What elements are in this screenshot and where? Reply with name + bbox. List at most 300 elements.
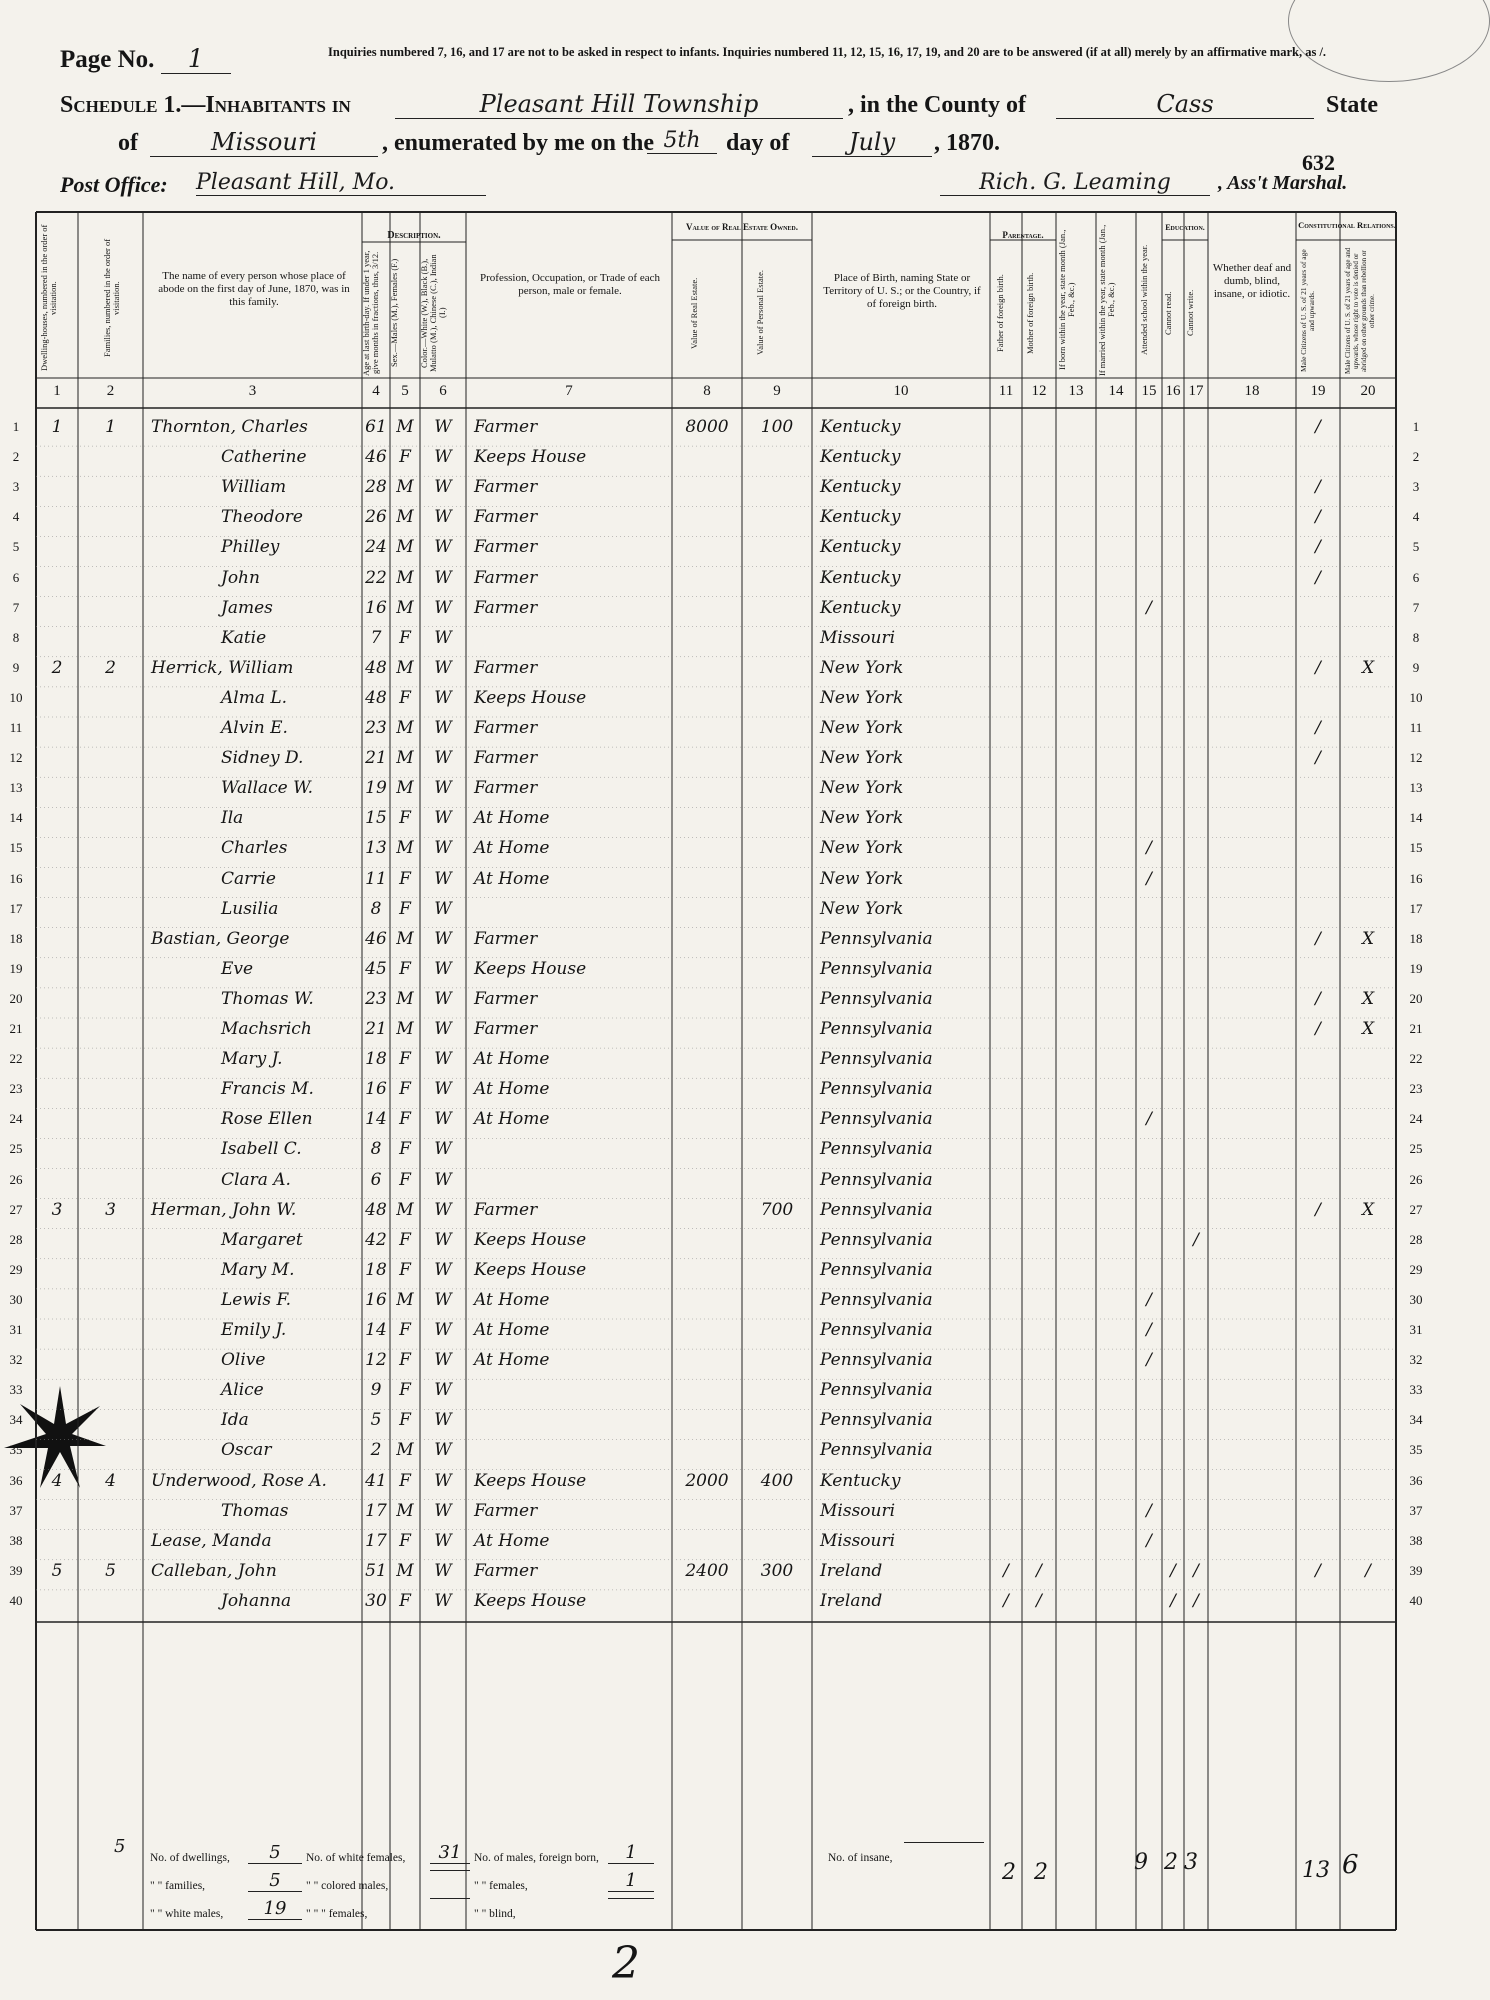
col1-header: Dwelling-houses, numbered in the order of visitation. bbox=[39, 224, 58, 372]
col13-header: If born within the year, state month (Jan., Feb., &c.) bbox=[1057, 229, 1076, 371]
color: W bbox=[434, 687, 452, 708]
females-foreign-label: " " females, bbox=[474, 1880, 528, 1892]
age: 9 bbox=[370, 1380, 382, 1401]
row-number-right: 28 bbox=[1409, 1231, 1423, 1247]
dwelling-number: 1 bbox=[51, 417, 63, 437]
row-number-left: 38 bbox=[9, 1532, 23, 1548]
birthplace: New York bbox=[820, 838, 904, 859]
age: 8 bbox=[370, 898, 382, 919]
age: 24 bbox=[365, 537, 387, 558]
row-number-right: 4 bbox=[1412, 509, 1420, 525]
color: W bbox=[434, 597, 452, 618]
birthplace: Pennsylvania bbox=[820, 958, 933, 979]
age: 14 bbox=[365, 1320, 387, 1340]
col17-header: Cannot write. bbox=[1185, 289, 1195, 337]
person-name: Olive bbox=[221, 1350, 266, 1371]
sex: F bbox=[399, 808, 411, 829]
citizen-mark: / bbox=[1315, 748, 1321, 769]
vote-denied-mark: X bbox=[1361, 1019, 1375, 1039]
color: W bbox=[434, 1560, 452, 1581]
column-number: 16 bbox=[1165, 383, 1181, 399]
post-office-label: Post Office: bbox=[60, 172, 168, 197]
age: 46 bbox=[365, 447, 387, 468]
col12-header: Mother of foreign birth. bbox=[1025, 272, 1035, 354]
color: W bbox=[434, 1169, 452, 1190]
color: W bbox=[434, 928, 452, 949]
enumerated-label: , enumerated by me on the bbox=[382, 130, 654, 156]
person-name: Sidney D. bbox=[221, 748, 304, 769]
color: W bbox=[434, 1139, 452, 1160]
school-mark: / bbox=[1146, 868, 1152, 889]
row-number-right: 9 bbox=[1412, 659, 1420, 675]
occupation: At Home bbox=[474, 1289, 550, 1310]
birthplace: Pennsylvania bbox=[820, 1019, 933, 1039]
row-number-left: 20 bbox=[9, 990, 23, 1006]
person-name: Lusilia bbox=[221, 898, 279, 919]
occupation: Farmer bbox=[474, 988, 538, 1009]
insane-label: No. of insane, bbox=[828, 1852, 893, 1864]
color: W bbox=[434, 627, 452, 648]
row-number-left: 14 bbox=[9, 810, 23, 826]
color: W bbox=[434, 1079, 452, 1100]
birthplace: Missouri bbox=[820, 627, 896, 648]
column-number: 19 bbox=[1310, 383, 1326, 399]
dwellings-label: No. of dwellings, bbox=[150, 1852, 230, 1864]
colored-males-label: " " colored males, bbox=[306, 1880, 389, 1892]
vote-denied-mark: X bbox=[1361, 928, 1375, 949]
row-number-left: 18 bbox=[9, 930, 23, 946]
person-name: Katie bbox=[221, 627, 267, 648]
birthplace: New York bbox=[820, 657, 904, 678]
row-number-right: 40 bbox=[1409, 1592, 1423, 1608]
school-mark: / bbox=[1146, 838, 1152, 859]
person-name: Charles bbox=[221, 838, 288, 859]
row-number-left: 23 bbox=[9, 1081, 23, 1097]
sex: F bbox=[399, 1109, 411, 1130]
county-label: , in the County of bbox=[848, 92, 1027, 118]
page-number: 1 bbox=[161, 44, 231, 74]
column-number: 7 bbox=[565, 383, 573, 399]
column-number: 9 bbox=[773, 383, 781, 399]
person-name: Thornton, Charles bbox=[151, 417, 308, 437]
row-number-right: 6 bbox=[1412, 569, 1420, 585]
person-name: Clara A. bbox=[221, 1169, 291, 1190]
color: W bbox=[434, 1289, 452, 1310]
color: W bbox=[434, 1410, 452, 1431]
birthplace: Kentucky bbox=[820, 1470, 901, 1491]
occupation: At Home bbox=[474, 1530, 550, 1551]
occupation: Farmer bbox=[474, 718, 538, 738]
total-col19: 13 bbox=[1302, 1858, 1330, 1883]
col16-header: Cannot read. bbox=[1163, 291, 1173, 335]
row-number-right: 13 bbox=[1409, 780, 1423, 796]
citizen-mark: / bbox=[1315, 1560, 1321, 1581]
white-males-label: " " white males, bbox=[150, 1908, 224, 1920]
sex: M bbox=[396, 988, 414, 1009]
col8-header: Value of Real Estate. bbox=[689, 277, 699, 349]
age: 12 bbox=[365, 1350, 387, 1371]
education-header: Education. bbox=[1165, 223, 1205, 232]
column-number: 2 bbox=[106, 383, 115, 399]
families-label: " " families, bbox=[150, 1880, 206, 1892]
row-number-left: 4 bbox=[12, 509, 20, 525]
occupation: At Home bbox=[474, 1079, 550, 1100]
row-number-left: 10 bbox=[9, 689, 23, 705]
total-col11: 2 bbox=[1002, 1860, 1016, 1885]
occupation: Farmer bbox=[474, 1019, 538, 1039]
sex: F bbox=[399, 1079, 411, 1100]
row-number-right: 24 bbox=[1409, 1111, 1423, 1127]
row-number-right: 17 bbox=[1409, 900, 1423, 916]
row-number-left: 22 bbox=[9, 1051, 23, 1067]
color: W bbox=[434, 477, 452, 498]
blind-label: " " blind, bbox=[474, 1908, 516, 1920]
occupation: Farmer bbox=[474, 507, 538, 528]
row-number-right: 16 bbox=[1409, 870, 1423, 886]
color: W bbox=[434, 417, 452, 437]
citizen-mark: / bbox=[1315, 657, 1321, 678]
marshal-signature: Rich. G. Leaming bbox=[940, 170, 1210, 196]
occupation: Farmer bbox=[474, 477, 538, 498]
occupation: Farmer bbox=[474, 1500, 538, 1521]
males-foreign-label: No. of males, foreign born, bbox=[474, 1852, 599, 1864]
personal-estate-value: 700 bbox=[760, 1199, 794, 1220]
person-name: Rose Ellen bbox=[221, 1109, 313, 1130]
citizen-mark: / bbox=[1315, 928, 1321, 949]
colored-males-value bbox=[430, 1870, 470, 1871]
vote-denied-mark: X bbox=[1361, 1199, 1375, 1220]
col18-header: Whether deaf and dumb, blind, insane, or idiotic. bbox=[1212, 262, 1292, 300]
cannot-write-mark: / bbox=[1193, 1229, 1199, 1250]
citizen-mark: / bbox=[1315, 988, 1321, 1009]
column-number: 6 bbox=[439, 383, 447, 399]
school-mark: / bbox=[1146, 1500, 1152, 1521]
sex: M bbox=[396, 1440, 414, 1461]
white-females-value: 31 bbox=[430, 1842, 470, 1864]
sex: M bbox=[396, 748, 414, 769]
sheet-number: 632 bbox=[1302, 150, 1335, 175]
birthplace: Pennsylvania bbox=[820, 1289, 933, 1310]
person-name: Johanna bbox=[221, 1590, 292, 1611]
cannot-write-mark: / bbox=[1193, 1590, 1199, 1611]
birthplace: Kentucky bbox=[820, 537, 901, 558]
occupation: At Home bbox=[474, 838, 550, 859]
birthplace: Kentucky bbox=[820, 507, 901, 528]
color: W bbox=[434, 1470, 452, 1491]
marshal-label: , Ass't Marshal. bbox=[1218, 172, 1348, 194]
row-number-left: 2 bbox=[12, 449, 20, 465]
dwellings-value: 5 bbox=[248, 1842, 302, 1864]
person-name: Ida bbox=[221, 1410, 249, 1431]
age: 6 bbox=[370, 1169, 382, 1190]
age: 42 bbox=[365, 1229, 387, 1250]
row-number-right: 18 bbox=[1409, 930, 1423, 946]
color: W bbox=[434, 567, 452, 588]
person-name: Oscar bbox=[221, 1440, 272, 1461]
sex: F bbox=[399, 1320, 411, 1340]
person-name: Mary M. bbox=[221, 1259, 295, 1280]
row-number-left: 15 bbox=[9, 840, 23, 856]
birthplace: Pennsylvania bbox=[820, 1199, 933, 1220]
row-number-right: 11 bbox=[1409, 720, 1423, 735]
age: 30 bbox=[365, 1590, 387, 1611]
occupation: At Home bbox=[474, 1049, 550, 1070]
person-name: Emily J. bbox=[221, 1320, 287, 1340]
age: 18 bbox=[365, 1049, 387, 1070]
row-number-right: 33 bbox=[1409, 1382, 1423, 1398]
vote-denied-mark: X bbox=[1361, 988, 1375, 1009]
col11-header: Father of foreign birth. bbox=[995, 274, 1005, 352]
person-name: Thomas bbox=[221, 1500, 289, 1521]
row-number-left: 35 bbox=[9, 1442, 23, 1458]
sex: M bbox=[396, 537, 414, 558]
citizen-mark: / bbox=[1315, 477, 1321, 498]
sex: M bbox=[396, 657, 414, 678]
row-number-left: 12 bbox=[9, 750, 23, 766]
school-mark: / bbox=[1146, 597, 1152, 618]
sex: M bbox=[396, 718, 414, 738]
color: W bbox=[434, 718, 452, 738]
sex: M bbox=[396, 597, 414, 618]
dwelling-number: 2 bbox=[51, 657, 63, 678]
column-number: 20 bbox=[1360, 383, 1376, 399]
age: 23 bbox=[365, 718, 387, 738]
row-number-left: 37 bbox=[9, 1502, 23, 1518]
vote-denied-mark: X bbox=[1361, 657, 1375, 678]
color: W bbox=[434, 898, 452, 919]
color: W bbox=[434, 657, 452, 678]
family-number: 3 bbox=[105, 1199, 116, 1220]
birthplace: Pennsylvania bbox=[820, 1320, 933, 1340]
occupation: Farmer bbox=[474, 748, 538, 769]
insane-value bbox=[904, 1842, 984, 1843]
age: 5 bbox=[370, 1410, 382, 1431]
column-number: 5 bbox=[401, 383, 409, 399]
birthplace: New York bbox=[820, 868, 904, 889]
sex: M bbox=[396, 1560, 414, 1581]
col15-header: Attended school within the year. bbox=[1139, 244, 1149, 356]
sex: F bbox=[399, 687, 411, 708]
postal-stamp bbox=[1288, 0, 1490, 82]
families-value: 5 bbox=[248, 1870, 302, 1892]
sex: F bbox=[399, 1350, 411, 1371]
row-number-left: 6 bbox=[12, 569, 20, 585]
occupation: Farmer bbox=[474, 778, 538, 799]
row-number-right: 3 bbox=[1412, 479, 1420, 495]
occupation: Keeps House bbox=[474, 1229, 587, 1250]
total-col15: 9 bbox=[1134, 1850, 1148, 1875]
column-number: 18 bbox=[1244, 383, 1260, 399]
occupation: Farmer bbox=[474, 567, 538, 588]
birthplace: Pennsylvania bbox=[820, 1229, 933, 1250]
column-number: 15 bbox=[1141, 383, 1157, 399]
row-number-left: 29 bbox=[9, 1261, 23, 1277]
birthplace: Ireland bbox=[820, 1560, 883, 1581]
age: 48 bbox=[365, 657, 387, 678]
citizen-mark: / bbox=[1315, 1019, 1321, 1039]
column-number: 4 bbox=[372, 383, 380, 399]
birthplace: Pennsylvania bbox=[820, 1410, 933, 1431]
real-estate-value: 2400 bbox=[685, 1560, 729, 1581]
sex: F bbox=[399, 868, 411, 889]
person-name: Lewis F. bbox=[221, 1289, 292, 1310]
row-number-left: 7 bbox=[12, 599, 20, 615]
person-name: Margaret bbox=[221, 1229, 303, 1250]
day-field: 5th bbox=[647, 128, 717, 154]
cannot-read-mark: / bbox=[1170, 1590, 1176, 1611]
school-mark: / bbox=[1146, 1350, 1152, 1371]
occupation: Keeps House bbox=[474, 1470, 587, 1491]
parentage-header: Parentage. bbox=[1002, 230, 1044, 240]
occupation: At Home bbox=[474, 808, 550, 829]
row-number-left: 5 bbox=[12, 539, 20, 555]
row-number-left: 30 bbox=[9, 1291, 23, 1307]
age: 2 bbox=[370, 1440, 382, 1461]
cannot-read-mark: / bbox=[1170, 1560, 1176, 1581]
age: 46 bbox=[365, 928, 387, 949]
color: W bbox=[434, 1229, 452, 1250]
sex: F bbox=[399, 1049, 411, 1070]
birthplace: Pennsylvania bbox=[820, 1109, 933, 1130]
row-number-right: 10 bbox=[1409, 689, 1423, 705]
real-estate-value: 2000 bbox=[685, 1470, 729, 1491]
age: 21 bbox=[365, 748, 387, 769]
column-number: 1 bbox=[53, 383, 61, 399]
person-name: Ila bbox=[221, 808, 244, 829]
white-males-value: 19 bbox=[248, 1898, 302, 1920]
row-number-left: 36 bbox=[9, 1472, 23, 1488]
personal-estate-value: 400 bbox=[760, 1470, 794, 1491]
sex: M bbox=[396, 477, 414, 498]
row-number-right: 26 bbox=[1409, 1171, 1423, 1187]
day-of-label: day of bbox=[726, 130, 790, 156]
sex: M bbox=[396, 417, 414, 437]
row-number-right: 34 bbox=[1409, 1412, 1423, 1428]
footer-number: 2 bbox=[612, 1938, 640, 1989]
color: W bbox=[434, 1049, 452, 1070]
color: W bbox=[434, 1350, 452, 1371]
age: 51 bbox=[365, 1560, 387, 1581]
col2-header: Families, numbered in the order of visitation. bbox=[102, 238, 121, 358]
star-mark-icon bbox=[0, 1376, 108, 1496]
occupation: Keeps House bbox=[474, 447, 587, 468]
row-number-right: 30 bbox=[1409, 1291, 1423, 1307]
state-label: State bbox=[1326, 92, 1378, 118]
sex: F bbox=[399, 1139, 411, 1160]
occupation: Farmer bbox=[474, 928, 538, 949]
sex: F bbox=[399, 1380, 411, 1401]
row-number-left: 39 bbox=[9, 1562, 23, 1578]
of-label: of bbox=[118, 130, 138, 156]
color: W bbox=[434, 808, 452, 829]
row-number-right: 36 bbox=[1409, 1472, 1423, 1488]
color: W bbox=[434, 868, 452, 889]
sex: F bbox=[399, 1470, 411, 1491]
birthplace: Pennsylvania bbox=[820, 1169, 933, 1190]
sex: M bbox=[396, 507, 414, 528]
value-header: Value of Real Estate Owned. bbox=[685, 222, 799, 232]
person-name: Theodore bbox=[221, 507, 303, 528]
school-mark: / bbox=[1146, 1289, 1152, 1310]
row-number-right: 23 bbox=[1409, 1081, 1423, 1097]
birthplace: Pennsylvania bbox=[820, 1380, 933, 1401]
instruction-note: Inquiries numbered 7, 16, and 17 are not to be asked in respect to infants. Inquiries numbered 11, 12, 15, 16, 17, 19, and 20 are to be answered (if at all) merely by an affirmative mark, as /. bbox=[328, 45, 1327, 59]
col7-header: Profession, Occupation, or Trade of each person, male or female. bbox=[480, 272, 660, 297]
occupation: At Home bbox=[474, 1320, 550, 1340]
row-number-left: 17 bbox=[9, 900, 23, 916]
birthplace: New York bbox=[820, 748, 904, 769]
occupation: Farmer bbox=[474, 1199, 538, 1220]
sex: F bbox=[399, 1229, 411, 1250]
males-foreign-value: 1 bbox=[608, 1842, 654, 1864]
month-field: July bbox=[812, 128, 932, 157]
birthplace: Kentucky bbox=[820, 567, 901, 588]
white-females-label: No. of white females, bbox=[306, 1852, 406, 1864]
col14-header: If married within the year, state month (Jan., Feb., &c.) bbox=[1097, 224, 1116, 376]
sex: M bbox=[396, 928, 414, 949]
sex: F bbox=[399, 1590, 411, 1611]
age: 7 bbox=[370, 627, 382, 648]
age: 8 bbox=[370, 1139, 382, 1160]
birthplace: Missouri bbox=[820, 1530, 896, 1551]
color: W bbox=[434, 1530, 452, 1551]
column-number: 11 bbox=[998, 383, 1014, 399]
person-name: Francis M. bbox=[221, 1079, 314, 1100]
row-number-left: 32 bbox=[9, 1352, 23, 1368]
citizen-mark: / bbox=[1315, 567, 1321, 588]
birthplace: Kentucky bbox=[820, 477, 901, 498]
total-col20: 6 bbox=[1342, 1850, 1359, 1880]
row-number-right: 8 bbox=[1412, 629, 1420, 645]
sex: M bbox=[396, 778, 414, 799]
age: 48 bbox=[365, 687, 387, 708]
family-number: 4 bbox=[105, 1470, 116, 1491]
color: W bbox=[434, 537, 452, 558]
color: W bbox=[434, 1380, 452, 1401]
col9-header: Value of Personal Estate. bbox=[755, 270, 765, 356]
sex: F bbox=[399, 1530, 411, 1551]
sex: M bbox=[396, 1289, 414, 1310]
row-number-right: 38 bbox=[1409, 1532, 1423, 1548]
col10-header: Place of Birth, naming State or Territory of U. S.; or the Country, if of foreign birth. bbox=[823, 272, 981, 310]
occupation: Farmer bbox=[474, 657, 538, 678]
color: W bbox=[434, 447, 452, 468]
row-number-left: 33 bbox=[9, 1382, 23, 1398]
row-number-left: 26 bbox=[9, 1171, 23, 1187]
age: 14 bbox=[365, 1109, 387, 1130]
description-header: Description. bbox=[387, 230, 441, 241]
birthplace: Pennsylvania bbox=[820, 928, 933, 949]
personal-estate-value: 300 bbox=[760, 1560, 794, 1581]
row-number-left: 19 bbox=[9, 960, 23, 976]
age: 15 bbox=[365, 808, 387, 829]
person-name: Thomas W. bbox=[221, 988, 314, 1009]
occupation: Keeps House bbox=[474, 958, 587, 979]
color: W bbox=[434, 1259, 452, 1280]
person-name: William bbox=[221, 477, 287, 498]
row-number-right: 5 bbox=[1412, 539, 1420, 555]
color: W bbox=[434, 838, 452, 859]
birthplace: Kentucky bbox=[820, 447, 901, 468]
sex: M bbox=[396, 1199, 414, 1220]
column-number: 13 bbox=[1068, 383, 1084, 399]
birthplace: New York bbox=[820, 778, 904, 799]
family-number: 2 bbox=[105, 657, 116, 678]
color: W bbox=[434, 1019, 452, 1039]
age: 19 bbox=[365, 778, 387, 799]
color: W bbox=[434, 1320, 452, 1340]
citizen-mark: / bbox=[1315, 507, 1321, 528]
